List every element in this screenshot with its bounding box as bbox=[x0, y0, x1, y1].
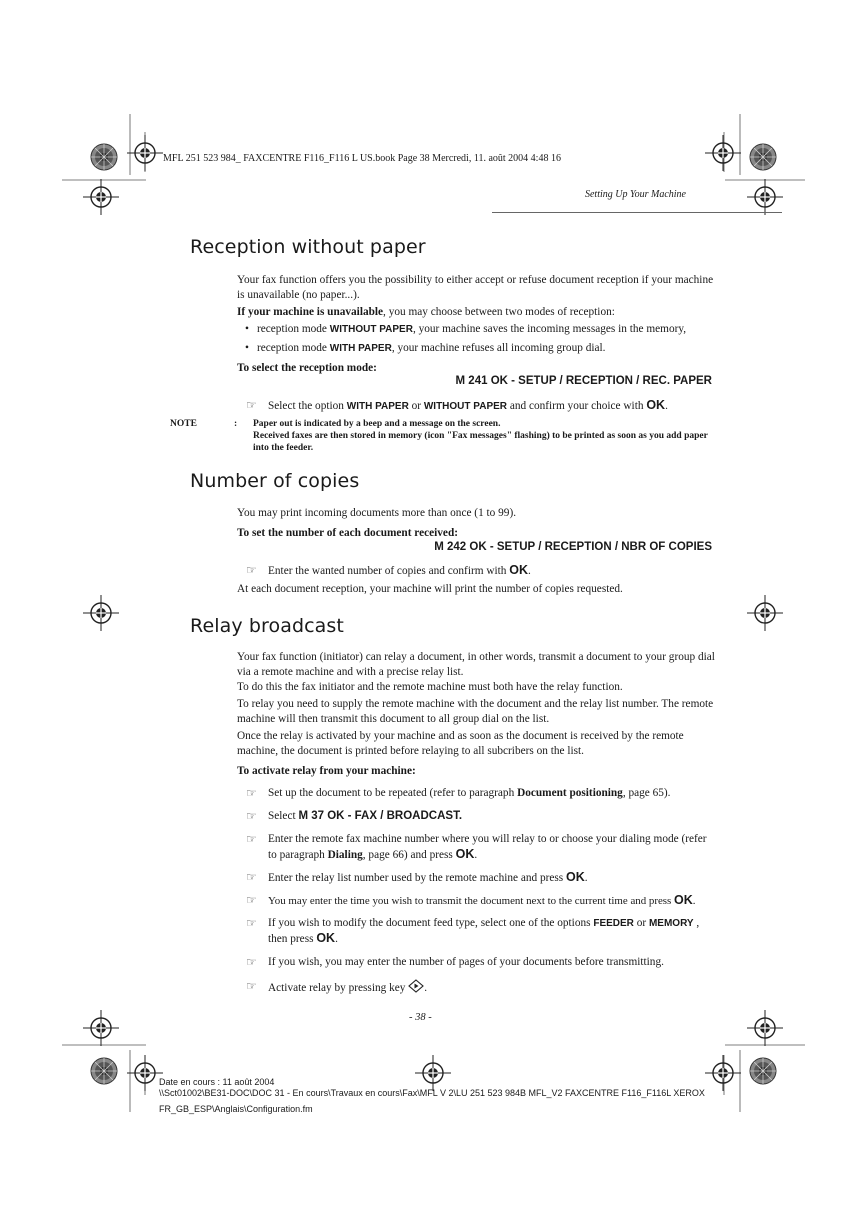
bullet-text: reception mode WITH PAPER, your machine refuses all incoming group dial. bbox=[257, 342, 606, 354]
pointing-hand-icon: ☞ bbox=[246, 398, 257, 412]
relay-step-8 bbox=[246, 979, 716, 996]
reception-intro: Your fax function offers you the possibility to either accept or refuse document reception if your machine is unavailable (no paper...). bbox=[237, 274, 714, 301]
unavailable-label: If your machine is unavailable bbox=[237, 306, 384, 318]
page-number: - 38 - bbox=[409, 1012, 432, 1023]
bullet-without-paper bbox=[237, 322, 717, 337]
relay-heading: Relay broadcast bbox=[190, 615, 344, 637]
step-text: Select the option WITH PAPER or WITHOUT PAPER and confirm your choice with OK. bbox=[268, 398, 668, 412]
relay-p1b: To do this the fax initiator and the remote machine must both have the relay function. bbox=[237, 681, 623, 693]
note-line-1: Paper out is indicated by a beep and a message on the screen. bbox=[253, 419, 501, 429]
note-line-2: Received faxes are then stored in memory (icon "Fax messages" flashing) to be printed as soon as you add paper into the feeder. bbox=[253, 431, 708, 453]
header-rule bbox=[492, 212, 782, 213]
relay-step-2 bbox=[246, 809, 716, 824]
copies-command: M 242 OK - SETUP / RECEPTION / NBR OF COPIES bbox=[434, 541, 712, 553]
bullet-text: reception mode WITHOUT PAPER, your machine saves the incoming messages in the memory, bbox=[257, 323, 687, 335]
step-text: You may enter the time you wish to transmit the document next to the current time and press OK. bbox=[268, 893, 696, 907]
bullet-dot: • bbox=[245, 342, 249, 354]
pointing-hand-icon: ☞ bbox=[246, 870, 257, 884]
pointing-hand-icon: ☞ bbox=[246, 563, 257, 577]
footer-path-2: FR_GB_ESP\Anglais\Configuration.fm bbox=[159, 1104, 313, 1114]
footer-path-1: \\Sct01002\BE31-DOC\DOC 31 - En cours\Travaux en cours\Fax\MFL V 2\LU 251 523 984B MFL_V2 FAXCENTRE F116_F116L XEROX bbox=[159, 1088, 705, 1098]
step-text: Activate relay by pressing key . bbox=[268, 979, 427, 996]
reception-step bbox=[246, 398, 716, 414]
pointing-hand-icon: ☞ bbox=[246, 832, 257, 846]
book-info: MFL 251 523 984_ FAXCENTRE F116_F116 L US.book Page 38 Mercredi, 11. août 2004 4:48 16 bbox=[163, 153, 561, 164]
pointing-hand-icon: ☞ bbox=[246, 809, 257, 823]
relay-step-5 bbox=[246, 893, 718, 909]
note-colon: : bbox=[234, 419, 238, 429]
step-text: Set up the document to be repeated (refer to paragraph Document positioning, page 65). bbox=[268, 787, 671, 799]
unavailable-text: , you may choose between two modes of reception: bbox=[383, 306, 615, 318]
copies-step bbox=[246, 563, 716, 579]
copies-after: At each document reception, your machine will print the number of copies requested. bbox=[237, 583, 623, 595]
copies-intro: You may print incoming documents more than once (1 to 99). bbox=[237, 507, 517, 519]
step-text: Select M 37 OK - FAX / BROADCAST. bbox=[268, 810, 463, 822]
step-text: Enter the wanted number of copies and confirm with OK. bbox=[268, 563, 531, 577]
relay-step-1 bbox=[246, 786, 716, 801]
pointing-hand-icon: ☞ bbox=[246, 893, 257, 907]
footer-date: Date en cours : 11 août 2004 bbox=[159, 1077, 275, 1087]
relay-paragraph-1 bbox=[237, 650, 715, 695]
pointing-hand-icon: ☞ bbox=[246, 786, 257, 800]
start-key-icon bbox=[408, 979, 424, 993]
pointing-hand-icon: ☞ bbox=[246, 979, 257, 993]
relay-step-3 bbox=[246, 832, 716, 863]
bullet-dot: • bbox=[245, 323, 249, 335]
reception-heading: Reception without paper bbox=[190, 236, 426, 258]
relay-step-6 bbox=[246, 916, 716, 947]
relay-paragraph-2: To relay you need to supply the remote machine with the document and the relay list number. The remote machine will then transmit this document to all group dial on the list. bbox=[237, 698, 714, 725]
step-text: If you wish to modify the document feed type, select one of the options FEEDER or MEMORY , then press OK. bbox=[268, 917, 700, 945]
copies-heading: Number of copies bbox=[190, 470, 360, 492]
note-label: NOTE bbox=[170, 419, 197, 429]
running-title: Setting Up Your Machine bbox=[584, 189, 686, 200]
pointing-hand-icon: ☞ bbox=[246, 916, 257, 930]
relay-p1: Your fax function (initiator) can relay a document, in other words, transmit a document to your group dial via a remote machine and with a precise relay list. bbox=[237, 651, 715, 678]
step-text: If you wish, you may enter the number of pages of your documents before transmitting. bbox=[268, 956, 664, 968]
bullet-with-paper bbox=[237, 341, 717, 356]
reception-unavailable bbox=[237, 305, 717, 320]
step-text: Enter the remote fax machine number where you will relay to or choose your dialing mode (refer to paragraph Dialing, page 66) and press OK. bbox=[268, 833, 707, 861]
select-mode-label: To select the reception mode: bbox=[237, 362, 377, 374]
relay-paragraph-3: Once the relay is activated by your machine and as soon as the document is received by the remote machine, the document is printed before relaying to all subcribers on the list. bbox=[237, 730, 684, 757]
reception-command: M 241 OK - SETUP / RECEPTION / REC. PAPER bbox=[455, 375, 712, 387]
step-text: Enter the relay list number used by the remote machine and press OK. bbox=[268, 870, 588, 884]
note-text bbox=[253, 418, 715, 454]
relay-activate-label: To activate relay from your machine: bbox=[237, 765, 416, 777]
pointing-hand-icon: ☞ bbox=[246, 955, 257, 969]
relay-step-4 bbox=[246, 870, 716, 886]
relay-step-7 bbox=[246, 955, 716, 970]
copies-set-label: To set the number of each document received: bbox=[237, 527, 458, 539]
